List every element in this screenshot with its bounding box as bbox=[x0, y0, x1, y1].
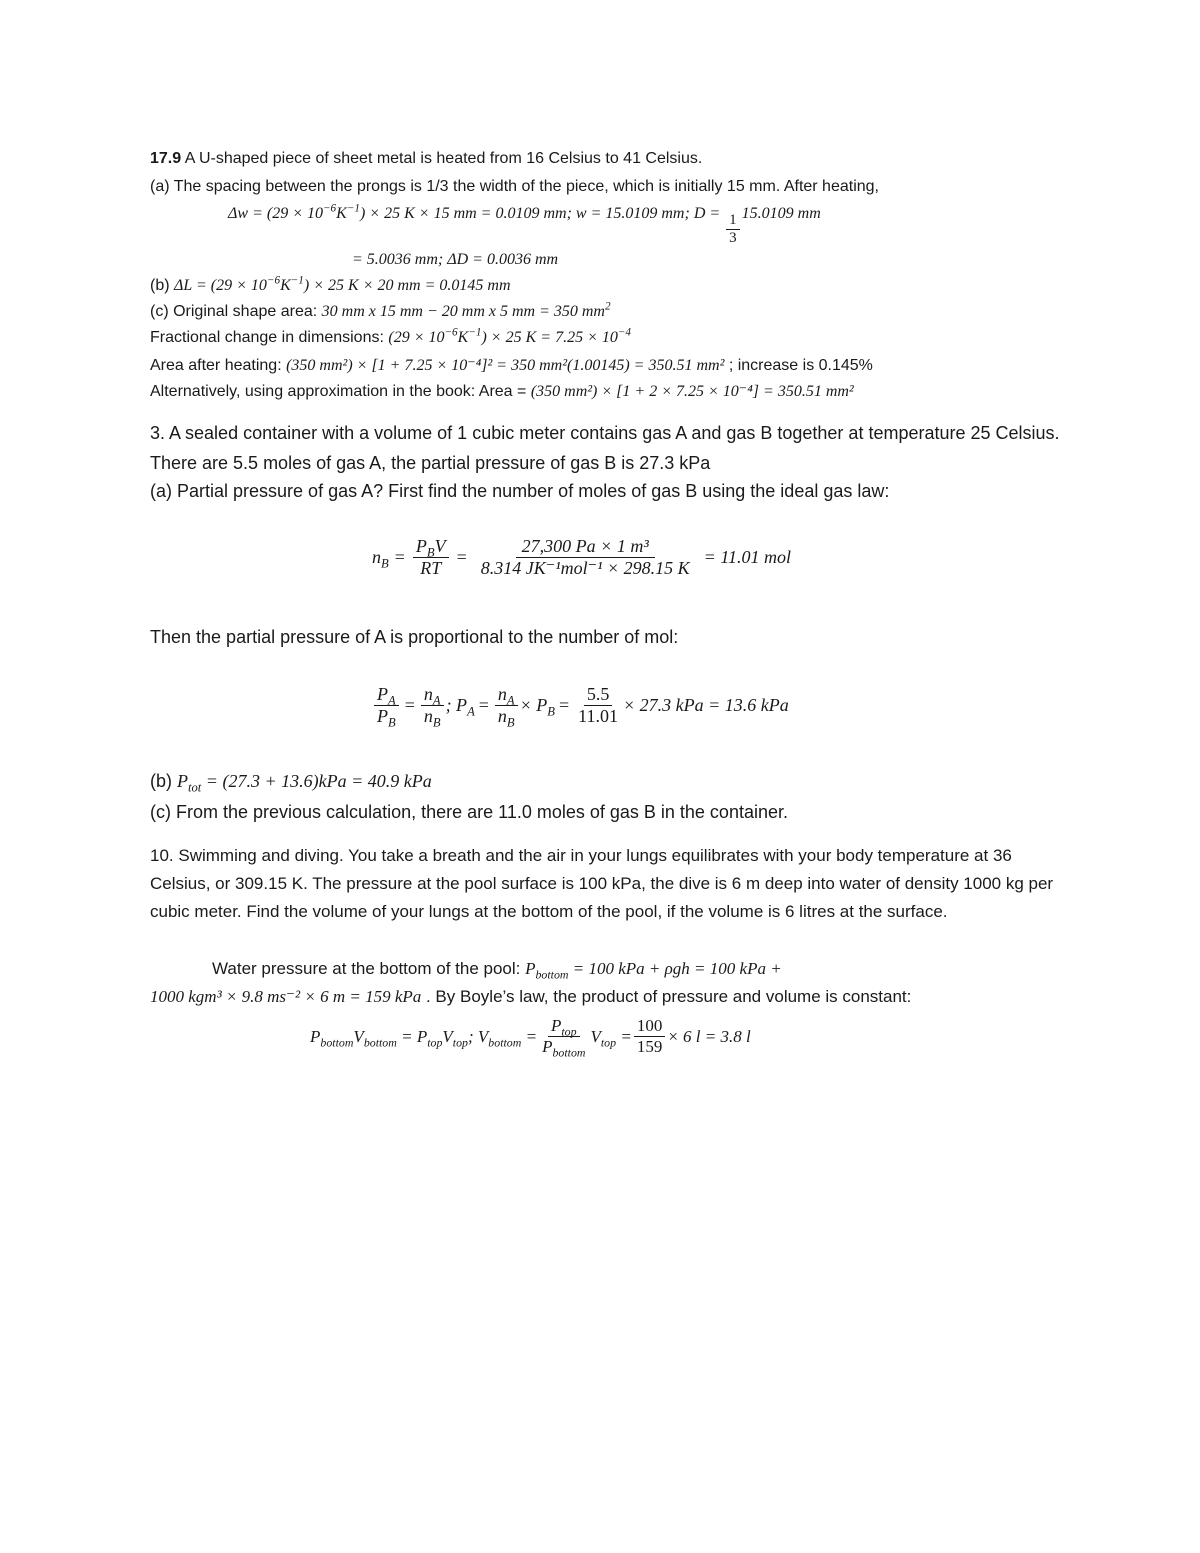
eq-a1-unit-exp: −1 bbox=[346, 202, 360, 215]
section-3-part-c: (c) From the previous calculation, there are 11.0 moles of gas B in the container. bbox=[150, 802, 788, 822]
eq-a1-tail: 15.0109 mm bbox=[741, 205, 821, 222]
fraction-ptop-pbottom: $P_{top}$ $P_{bottom}$ bbox=[542, 1016, 586, 1059]
partial-pressure-result: × 27.3 kPa = 13.6 kPa bbox=[622, 695, 789, 716]
area-after-eq: (350 mm²) × [1 + 7.25 × 10⁻⁴]² = 350 mm²(1.00145) = 350.51 mm² bbox=[286, 357, 725, 374]
partial-pressure-equation: $\frac{P_A}{P_B}$ = $\frac{n_A}{n_B}$ ; $P_A$ = $\frac{n_A}{n_B}$ × $P_B$ = $\frac{5.5}{11.01}$ × 27.3 kPa = 13.6 kPa bbox=[372, 684, 789, 726]
part-c-label: (c) Original shape area: bbox=[150, 303, 322, 320]
ideal-gas-equation: $n_B$ = $P_BV$ RT = 27,300 Pa × 1 m³ 8.314 JK⁻¹mol⁻¹ × 298.15 K = 11.01 mol bbox=[372, 536, 791, 578]
fraction-numeric: 27,300 Pa × 1 m³ 8.314 JK⁻¹mol⁻¹ × 298.15 K bbox=[480, 536, 690, 578]
part-c-eq: 30 mm x 15 mm − 20 mm x 5 mm = 350 mm bbox=[321, 303, 605, 320]
section-10-header: 10. Swimming and diving. You take a breath and the air in your lungs equilibrates with your body temperature at 36 Celsius, or 309.15 K. The pressure at the pool surface is 100 kPa, the dive is 6 m deep into water of density 1000 kg per cubic meter. Find the volume of your lungs at the bottom of the pool, if the volume is 6 litres at the surface. bbox=[150, 846, 1054, 921]
area-after-label: Area after heating: bbox=[150, 357, 287, 374]
section-17-9-header bbox=[150, 151, 702, 167]
fraction-pa-pb: $\frac{P_A}{P_B}$ bbox=[374, 684, 399, 726]
section-3-header: 3. A sealed container with a volume of 1 cubic meter contains gas A and gas B together at temperature 25 Celsius. There are 5.5 moles of gas A, the partial pressure of gas B is 27.3 kPa bbox=[150, 423, 1060, 473]
then-text: Then the partial pressure of A is proportional to the number of mol: bbox=[150, 627, 679, 647]
equation-a2: = 5.0036 mm; ΔD = 0.0036 mm bbox=[352, 251, 559, 268]
boyles-law-equation: $P_{bottom}V_{bottom} = P_{top}V_{top}$; $V_{bottom}$ = $P_{top}$ $P_{bottom}$ $V_{top}$ = $\frac{100}{159}$ × 6 l = 3.8 l bbox=[310, 1016, 751, 1059]
fraction-one-third: $\frac{1}{3}$ bbox=[726, 212, 740, 248]
fraction-100-159: $\frac{100}{159}$ bbox=[634, 1016, 666, 1056]
section-3-part-b: (b) $P_{tot} = (27.3 + 13.6)kPa = 40.9$ kPa bbox=[150, 771, 432, 795]
area-after-tail: ; increase is 0.145% bbox=[724, 357, 873, 374]
area-after-heating-line bbox=[150, 358, 873, 374]
part-b-eq-pre: ΔL = (29 × 10 bbox=[174, 277, 267, 294]
section-number: 17.9 bbox=[150, 150, 182, 167]
eq-a1-mid: ) × 25 K × 15 mm = 0.0109 mm; w = 15.0109 mm; D = bbox=[359, 205, 721, 222]
alternative-eq: (350 mm²) × [1 + 2 × 7.25 × 10⁻⁴] = 350.51 mm² bbox=[530, 383, 854, 400]
part-b-eq-post: ) × 25 K × 20 mm = 0.0145 mm bbox=[303, 277, 511, 294]
fraction-pv-rt: $P_BV$ RT bbox=[413, 536, 449, 578]
part-b-line: (b) $\Delta L = (29 \times 10^{-6}K^{-1}) \times 25$ K × 20 mm = 0.0145 mm bbox=[150, 274, 511, 294]
boyles-law-result: × 6 l = 3.8 l bbox=[667, 1026, 751, 1046]
fraction-moles: $\frac{5.5}{11.01}$ bbox=[578, 684, 618, 726]
eq-a1-exp: −6 bbox=[322, 202, 337, 215]
ideal-gas-result: = 11.01 mol bbox=[703, 547, 791, 568]
fractional-change-label: Fractional change in dimensions: bbox=[150, 329, 389, 346]
eq-a1-left: Δw = (29 × 10 bbox=[228, 205, 323, 222]
part-a-text: (a) The spacing between the prongs is 1/3 the width of the piece, which is initially 15 mm. After heating, bbox=[150, 178, 879, 195]
fraction-na-nb-2: $\frac{n_A}{n_B}$ bbox=[495, 684, 518, 726]
alternative-label: Alternatively, using approximation in the book: Area = bbox=[150, 383, 531, 400]
water-pressure-line: Water pressure at the bottom of the pool: $P_{bottom} = 100$ kPa + ρgh = 100 kPa + bbox=[212, 959, 782, 982]
alternative-line bbox=[150, 384, 854, 400]
pressure-calc-line: 1000 kgm³ × 9.8 ms⁻² × 6 m = 159 kPa . By Boyle’s law, the product of pressure and volume is constant: bbox=[150, 987, 912, 1006]
eq-a1-unit: K bbox=[336, 205, 347, 222]
equation-a1 bbox=[228, 202, 821, 248]
part-b-label: (b) bbox=[150, 277, 174, 294]
fraction-na-nb: $\frac{n_A}{n_B}$ bbox=[421, 684, 444, 726]
section-header-text: A U-shaped piece of sheet metal is heated from 16 Celsius to 41 Celsius. bbox=[181, 150, 703, 167]
part-c-line: (c) Original shape area: 30 mm x 15 mm − 20 mm x 5 mm = 350 $mm^2$ bbox=[150, 300, 611, 320]
fractional-change-line: Fractional change in dimensions: $(29 \times 10^{-6}K^{-1}) \times 25$ $K = 7.25 \times 10^{-4}$ bbox=[150, 326, 632, 346]
section-3-part-a: (a) Partial pressure of gas A? First find the number of moles of gas B using the ideal gas law: bbox=[150, 481, 890, 501]
